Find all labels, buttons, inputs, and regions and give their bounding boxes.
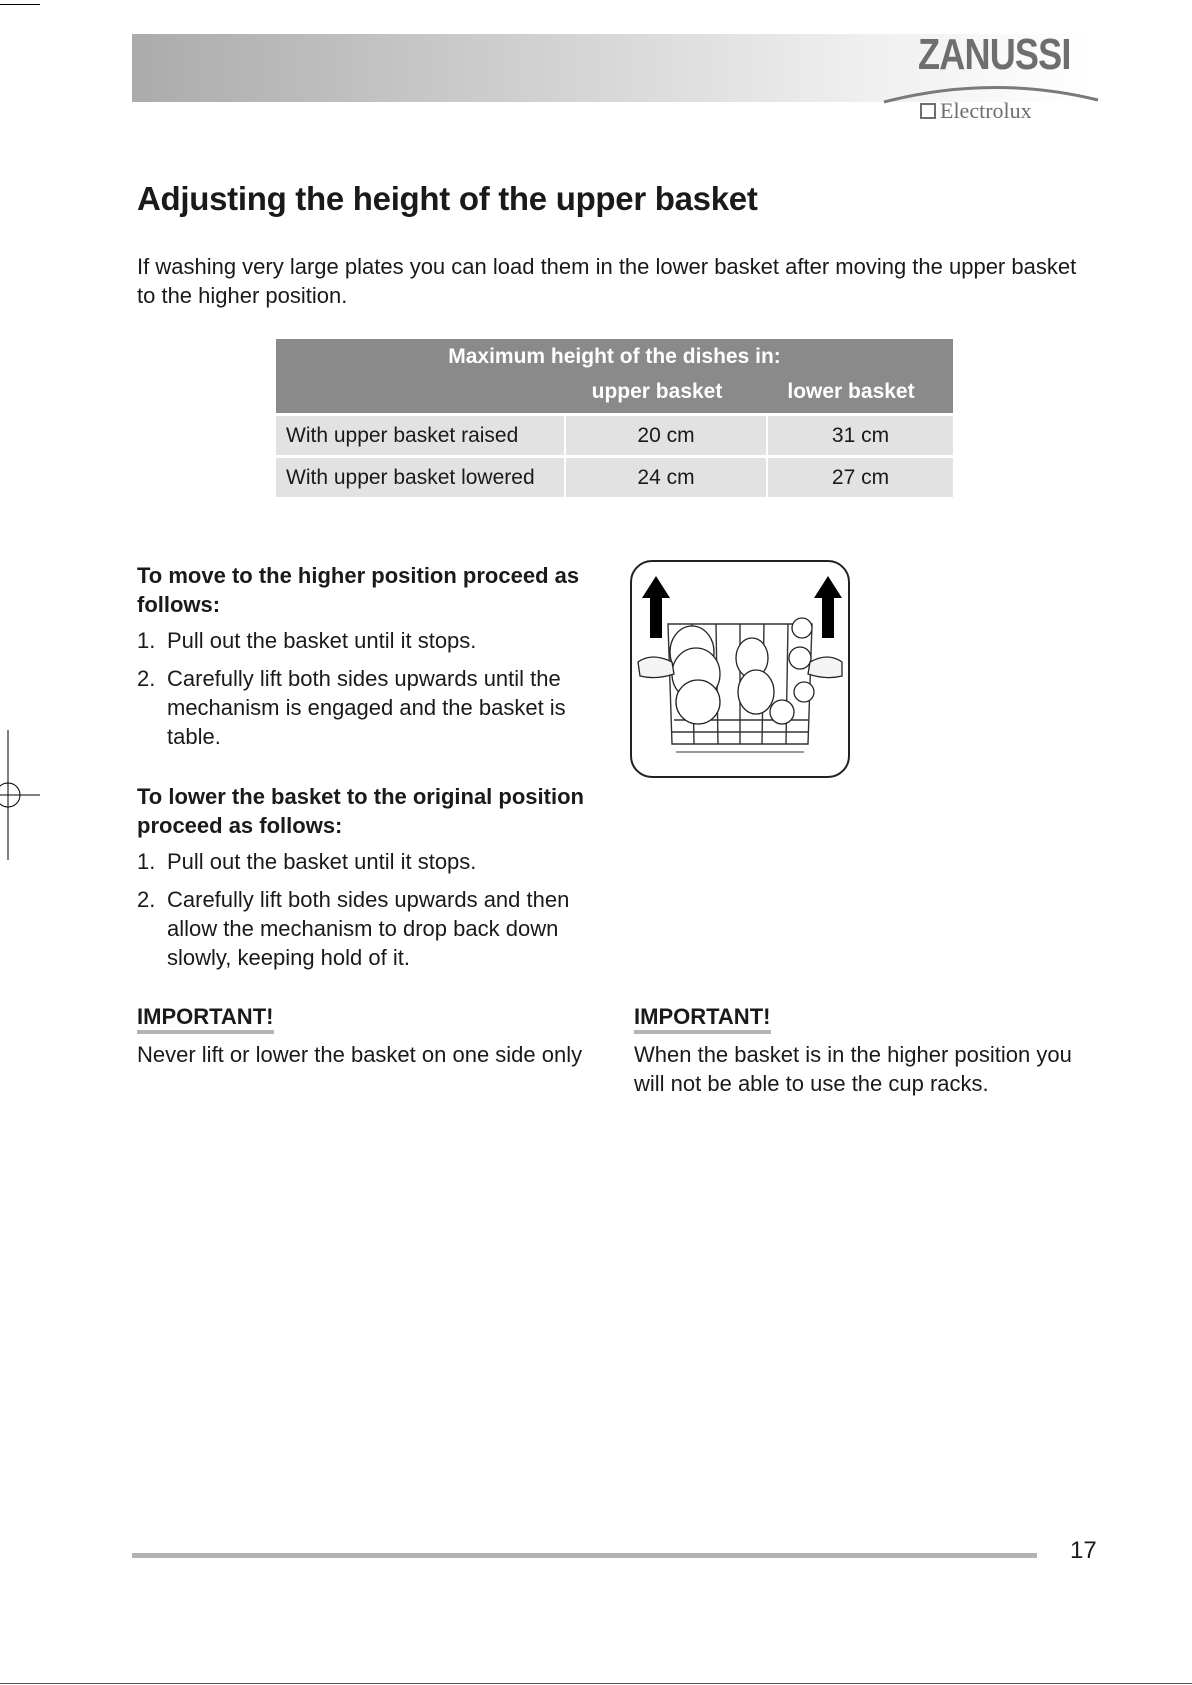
crop-mark xyxy=(0,4,40,5)
column-header-upper: upper basket xyxy=(591,380,723,403)
registration-mark xyxy=(0,730,42,860)
step-text: Carefully lift both sides upwards until the mechanism is engaged and the basket is table. xyxy=(167,666,566,749)
step-text: Pull out the basket until it stops. xyxy=(167,628,477,653)
step-number: 1. xyxy=(137,628,156,653)
important-heading: IMPORTANT! xyxy=(634,1004,771,1029)
important-underline xyxy=(634,1030,771,1034)
brand-sublogo xyxy=(920,98,1032,124)
footer-rule xyxy=(132,1553,1037,1558)
table-cell-lower: 27 cm xyxy=(768,458,953,497)
table-cell-lower: 31 cm xyxy=(768,416,953,455)
crop-mark xyxy=(0,1683,1192,1684)
step-number: 1. xyxy=(137,849,156,874)
important-underline xyxy=(137,1030,274,1034)
brand-sub-text: Electrolux xyxy=(940,98,1032,123)
up-arrow-icon xyxy=(642,576,670,638)
page-title: Adjusting the height of the upper basket xyxy=(137,180,758,217)
lower-step xyxy=(137,847,607,876)
raise-step xyxy=(137,626,607,655)
lower-heading: To lower the basket to the original position proceed as follows: xyxy=(137,784,584,838)
table-cell-upper: 24 cm xyxy=(566,458,766,497)
intro-paragraph: If washing very large plates you can load them in the lower basket after moving the upper basket to the higher position. xyxy=(137,254,1077,308)
electrolux-logo-icon xyxy=(920,103,936,119)
important-heading: IMPORTANT! xyxy=(137,1004,274,1029)
basket-illustration-svg xyxy=(632,562,848,776)
table-row-label: With upper basket lowered xyxy=(276,458,564,497)
brand-logo: ZANUSSI xyxy=(918,30,1071,79)
up-arrow-icon xyxy=(814,576,842,638)
raise-heading: To move to the higher position proceed as follows: xyxy=(137,563,580,617)
step-text: Pull out the basket until it stops. xyxy=(167,849,477,874)
raise-step xyxy=(137,664,607,751)
table-row-label: With upper basket raised xyxy=(276,416,564,455)
table-cell-upper: 20 cm xyxy=(566,416,766,455)
step-text: Carefully lift both sides upwards and then allow the mechanism to drop back down slowly, keeping hold of it. xyxy=(167,887,570,970)
page-number: 17 xyxy=(1070,1537,1097,1564)
basket-lift-illustration xyxy=(630,560,850,778)
column-header-lower: lower basket xyxy=(787,380,915,403)
table-title: Maximum height of the dishes in: xyxy=(448,345,781,368)
important-text: Never lift or lower the basket on one side only xyxy=(137,1042,583,1067)
important-text: When the basket is in the higher position you will not be able to use the cup racks. xyxy=(634,1042,1072,1096)
step-number: 2. xyxy=(137,887,156,912)
important-note-right xyxy=(634,1004,1094,1098)
important-note-left xyxy=(137,1004,607,1069)
step-number: 2. xyxy=(137,666,156,691)
lower-step xyxy=(137,885,607,972)
